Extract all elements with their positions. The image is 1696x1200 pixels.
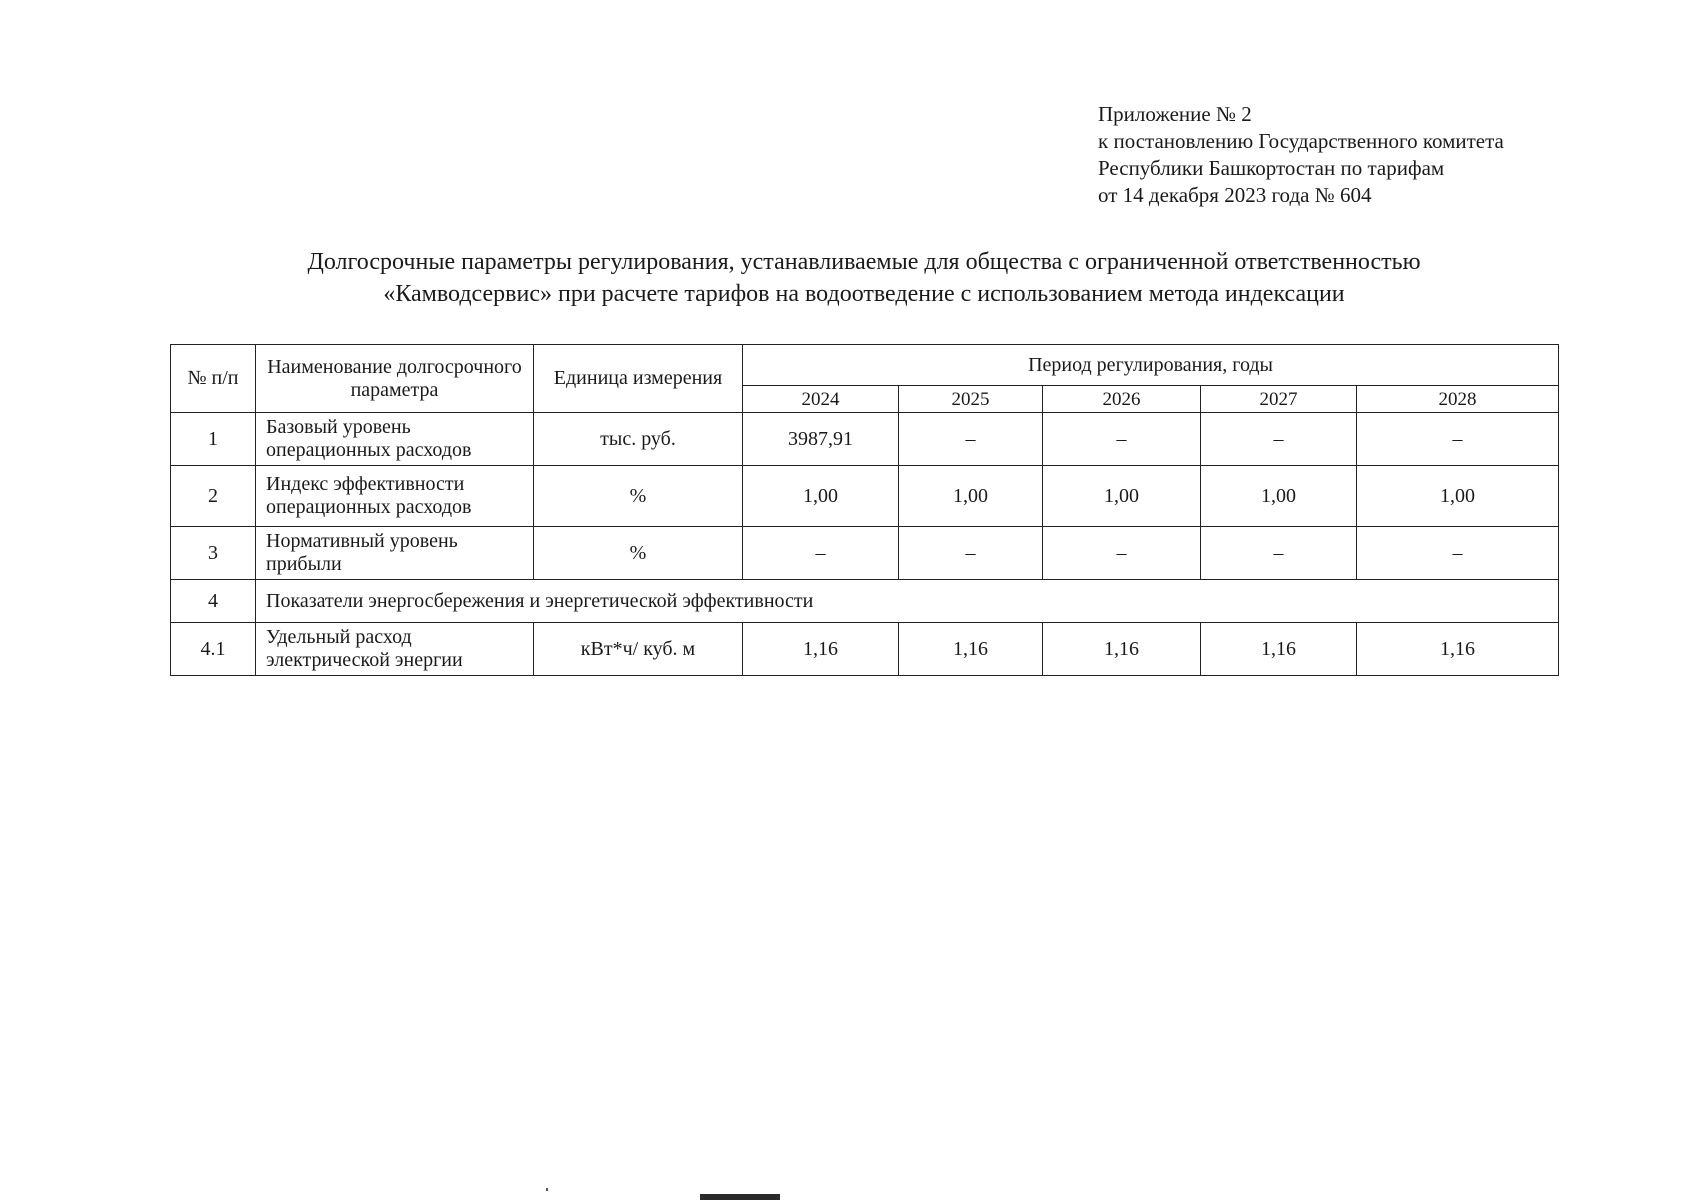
row-unit: % (534, 466, 743, 527)
table-row (171, 623, 1559, 676)
scan-speck (546, 1188, 548, 1191)
document-title (150, 246, 1578, 310)
document-title-line-1: Долгосрочные параметры регулирования, устанавливаемые для общества с ограниченной ответственностью (307, 249, 1421, 275)
row-value: 1,16 (899, 623, 1043, 676)
row-value: 1,00 (899, 466, 1043, 527)
header-period: Период регулирования, годы (743, 345, 1559, 386)
row-value: – (1201, 527, 1357, 580)
row-value: – (899, 527, 1043, 580)
row-unit: тыс. руб. (534, 413, 743, 466)
row-value: 3987,91 (743, 413, 899, 466)
header-number: № п/п (171, 345, 256, 413)
row-parameter-name: Удельный расход электрической энергии (256, 623, 534, 676)
appendix-reference (1098, 101, 1504, 209)
row-parameter-name: Нормативный уровень прибыли (256, 527, 534, 580)
section-title: Показатели энергосбережения и энергетической эффективности (256, 580, 1559, 623)
row-value: 1,00 (1043, 466, 1201, 527)
table-section-row (171, 580, 1559, 623)
row-value: – (743, 527, 899, 580)
document-title-line-2: «Камводсервис» при расчете тарифов на водоотведение с использованием метода индексации (383, 281, 1345, 307)
row-value: 1,16 (1043, 623, 1201, 676)
table-row (171, 413, 1559, 466)
row-value: – (1043, 413, 1201, 466)
row-value: 1,16 (1201, 623, 1357, 676)
row-unit: % (534, 527, 743, 580)
header-year: 2026 (1043, 386, 1201, 413)
table-header-row (171, 345, 1559, 386)
table-row (171, 527, 1559, 580)
appendix-line: Приложение № 2 (1098, 102, 1252, 126)
row-value: 1,00 (1357, 466, 1559, 527)
row-value: 1,16 (743, 623, 899, 676)
appendix-line: Республики Башкортостан по тарифам (1098, 156, 1445, 180)
header-year: 2027 (1201, 386, 1357, 413)
row-unit: кВт*ч/ куб. м (534, 623, 743, 676)
row-value: 1,00 (743, 466, 899, 527)
header-year: 2028 (1357, 386, 1559, 413)
appendix-line: от 14 декабря 2023 года № 604 (1098, 183, 1372, 207)
header-year: 2025 (899, 386, 1043, 413)
row-value: – (1201, 413, 1357, 466)
row-number: 4.1 (171, 623, 256, 676)
header-parameter-name: Наименование долгосрочного параметра (256, 345, 534, 413)
scan-edge-mark (700, 1194, 780, 1200)
appendix-line: к постановлению Государственного комитета (1098, 129, 1504, 153)
row-number: 3 (171, 527, 256, 580)
row-value: – (1357, 527, 1559, 580)
row-number: 1 (171, 413, 256, 466)
row-value: – (1357, 413, 1559, 466)
row-number: 2 (171, 466, 256, 527)
parameters-table (170, 344, 1559, 676)
row-parameter-name: Базовый уровень операционных расходов (256, 413, 534, 466)
row-value: 1,00 (1201, 466, 1357, 527)
parameters-table-container (170, 344, 1558, 676)
table-row (171, 466, 1559, 527)
row-value: – (1043, 527, 1201, 580)
row-value: 1,16 (1357, 623, 1559, 676)
header-unit: Единица измерения (534, 345, 743, 413)
row-number: 4 (171, 580, 256, 623)
header-year: 2024 (743, 386, 899, 413)
row-value: – (899, 413, 1043, 466)
row-parameter-name: Индекс эффективности операционных расходов (256, 466, 534, 527)
